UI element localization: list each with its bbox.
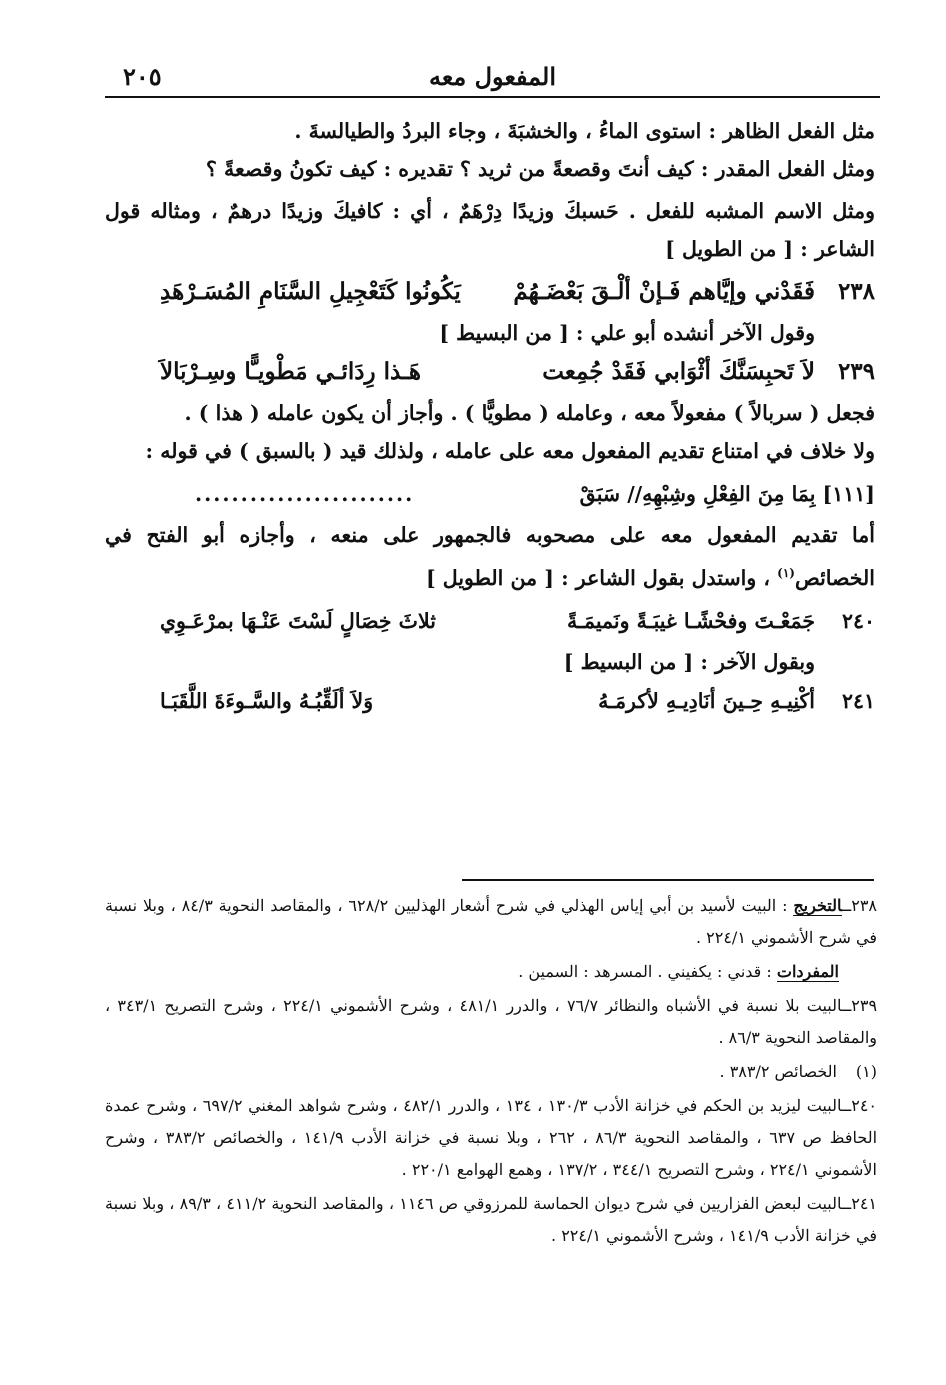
verse-first-hemistich: لاَ تَحبِسَنَّكَ أثْوَابي فَقَدْ جُمِعت — [542, 358, 815, 385]
running-header — [105, 60, 880, 98]
paragraph-another-poet-2: وبقول الآخر : [ من البسيط ] — [563, 649, 815, 674]
footnotes — [105, 890, 877, 1254]
footnote-text: : البيت لأسيد بن أبي إياس الهذلي في شرح أشعار الهذليين ٦٢٨/٢ ، والمقاصد النحوية ٨٤/٣ ، وبلا نسبة في شرح الأشموني ٢٢٤/١ . — [105, 896, 877, 947]
footnote-text: : قدني : يكفيني . المسرهد : السمين . — [518, 962, 777, 981]
verse-number: ٢٣٨ — [837, 278, 875, 305]
verse-239 — [105, 352, 875, 392]
footnote-number: ٢٣٨ــ — [841, 896, 878, 915]
alfiya-dots: ........................ — [195, 482, 415, 506]
footnote-241 — [105, 1188, 877, 1252]
verse-second-hemistich: وَلاَ ألَقِّبُـهُ والسَّـوءَةَ اللَّقَبَـا — [160, 688, 374, 713]
footnote-text: البيت بلا نسبة في الأشباه والنظائر ٧٦/٧ ، والدرر ٤٨١/١ ، وشرح الأشموني ٢٢٤/١ ، وشرح التصريح ٣٤٣/١ ، والمقاصد النحوية ٨٦/٣ . — [105, 996, 877, 1047]
verse-240 — [105, 601, 875, 641]
footnote-text: البيت لبعض الفزاريين في شرح ديوان الحماسة للمرزوقي ص ١١٤٦ ، والمقاصد النحوية ٤١١/٢ ، ٨٩/٣ ، وبلا نسبة في خزانة الأدب ١٤١/٩ ، وشرح الأشموني ٢٢٤/١ . — [105, 1194, 877, 1245]
paragraph-explicit-verb: مثل الفعل الظاهر : استوى الماءُ ، والخشبَةَ ، وجاء البردُ والطيالسةَ . — [294, 119, 875, 143]
verse-number: ٢٤٠ — [841, 608, 875, 633]
footnote-number: ٢٣٩ــ — [841, 996, 878, 1015]
verse-first-hemistich: أكْنِيـهِ حِـينَ أنَادِيـهِ لأكرمَـهُ — [598, 688, 815, 713]
chapter-title: المفعول معه — [428, 62, 557, 91]
alfiya-number: [١١١] — [822, 482, 875, 506]
verse-241 — [105, 681, 875, 721]
footnote-number: ٢٤٠ــ — [841, 1096, 877, 1115]
alfiya-hemistich: بِمَا مِنَ الفِعْلِ وشِبْهِهِ// سَبَقْ — [579, 482, 816, 506]
main-text — [105, 112, 875, 723]
verse-second-hemistich: هَـذا رِدَائـي مَطْويـًّا وسِـرْبَالاَ — [160, 358, 421, 385]
footnote-238 — [105, 890, 877, 954]
verse-first-hemistich: فَقَدْني وإيَّاهم فَـإنْ ألْـقَ بَعْضَـهُمْ — [513, 278, 815, 305]
footnote-number: ٢٤١ــ — [841, 1194, 878, 1213]
paragraph-implied-verb: ومثل الفعل المقدر : كيف أنتَ وقصعةً من ثريد ؟ تقديره : كيف تكونُ وقصعةً ؟ — [205, 157, 875, 181]
paragraph-explanation: فجعل ( سربالاً ) مفعولاً معه ، وعامله ( مطويًّا ) . وأجاز أن يكون عامله ( هذا ) . — [184, 401, 875, 425]
footnote-240 — [105, 1090, 877, 1186]
alfiya-text — [580, 474, 875, 514]
verse-second-hemistich: يَكُونُوا كَتَعْجِيلِ السَّنَامِ المُسَـرْهَدِ — [160, 278, 461, 305]
footnote-text: البيت ليزيد بن الحكم في خزانة الأدب ١٣٠/٣ ، ١٣٤ ، والدرر ٤٨٢/١ ، وشرح شواهد المغني ٦٩٧/٢ ، وشرح عمدة الحافظ ص ٦٣٧ ، والمقاصد النحوية ٨٦/٣ ، ٢٦٢ ، وبلا نسبة في خزانة الأدب ١٤١/٩ ، والخصائص ٣٨٣/٢ ، وشرح الأشموني ٢٢٤/١ ، وشرح التصريح ٣٤٤/١ ، ١٣٧/٢ ، وهمع الهوامع ٢٢٠/١ . — [105, 1096, 878, 1179]
paragraph-another-poet: وقول الآخر أنشده أبو علي : [ من البسيط ] — [439, 321, 815, 345]
paragraph-preposing — [105, 516, 875, 597]
page-number: ٢٠٥ — [123, 62, 162, 91]
footnote-label: التخريج — [793, 896, 842, 915]
paragraph-preposing-tail: ، واستدل بقول الشاعر : [ من الطويل ] — [425, 565, 778, 590]
footnote-ref[interactable]: (١) — [777, 566, 795, 580]
footnote-label: المفردات — [776, 962, 839, 981]
footnote-239 — [105, 990, 877, 1054]
footnote-238-vocab — [105, 956, 877, 988]
paragraph-verb-like-noun: ومثل الاسم المشبه للفعل . حَسبكَ وزيدًا دِرْهَمٌ ، أي : كافيكَ وزيدًا درهمٌ ، ومثاله قول الشاعر : [ من الطويل ] — [105, 199, 875, 261]
verse-second-hemistich: ثلاثَ خِصَالٍ لَسْتَ عَنْـهَا بمرْعَـوِي — [160, 608, 436, 633]
footnote-separator — [462, 879, 874, 881]
footnote-number: (١) — [855, 1062, 877, 1081]
verse-first-hemistich: جَمَعْـتَ وفحْشًـا غيبَـةً ونَميمَـةً — [566, 608, 815, 633]
paragraph-preposing-text: أما تقديم المفعول معه على مصحوبه فالجمهور على منعه ، وأجازه أبو الفتح في الخصائص — [105, 523, 875, 590]
verse-238 — [105, 272, 875, 312]
footnote-1 — [105, 1056, 877, 1088]
alfiya-verse-111 — [105, 474, 875, 514]
verse-number: ٢٤١ — [841, 688, 875, 713]
footnote-text: الخصائص ٣٨٣/٢ . — [719, 1062, 837, 1081]
verse-number: ٢٣٩ — [837, 358, 875, 385]
paragraph-no-dispute: ولا خلاف في امتناع تقديم المفعول معه على عامله ، ولذلك قيد ( بالسبق ) في قوله : — [145, 439, 875, 463]
